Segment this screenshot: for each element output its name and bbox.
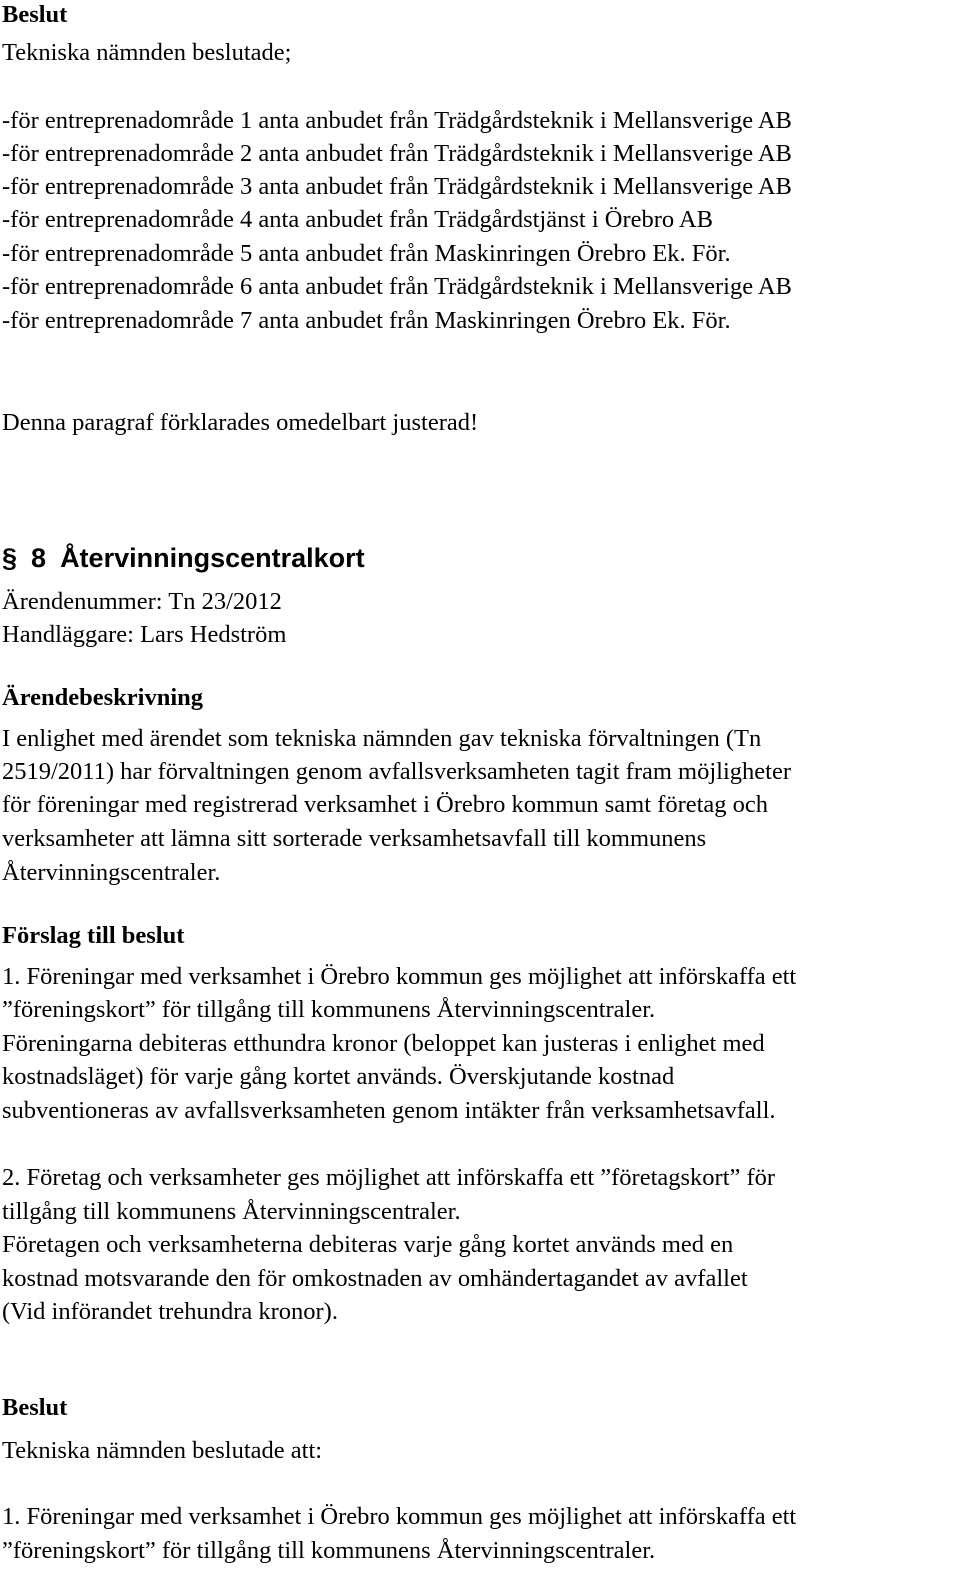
beslut-heading: Beslut	[2, 1, 68, 28]
section-number: 8	[31, 543, 47, 573]
decision-line-2: -för entreprenadområde 2 anta anbudet från Trädgårdsteknik i Mellansverige AB	[2, 140, 792, 167]
forslag-2-line-2: tillgång till kommunens Återvinningscentraler.	[2, 1198, 461, 1225]
handlaggare: Handläggare: Lars Hedström	[2, 621, 287, 648]
forslag-1-line-2: ”föreningskort” för tillgång till kommunens Återvinningscentraler.	[2, 996, 656, 1023]
justerad-note: Denna paragraf förklarades omedelbart justerad!	[2, 409, 479, 436]
forslag-1-line-1: 1. Föreningar med verksamhet i Örebro kommun ges möjlighet att införskaffa ett	[2, 963, 797, 990]
decision-line-6: -för entreprenadområde 6 anta anbudet från Trädgårdsteknik i Mellansverige AB	[2, 273, 792, 300]
section-heading	[2, 541, 365, 575]
forslag-2-line-4: kostnad motsvarande den för omkostnaden av omhändertagandet av avfallet	[2, 1265, 748, 1292]
decision-line-3: -för entreprenadområde 3 anta anbudet från Trädgårdsteknik i Mellansverige AB	[2, 173, 792, 200]
arendenummer: Ärendenummer: Tn 23/2012	[2, 588, 282, 615]
forslag-2-line-5: (Vid införandet trehundra kronor).	[2, 1298, 338, 1325]
beslut-intro: Tekniska nämnden beslutade;	[2, 39, 292, 66]
beslut-intro-2: Tekniska nämnden beslutade att:	[2, 1437, 323, 1464]
arendebeskrivning-line-5: Återvinningscentraler.	[2, 859, 221, 886]
arendebeskrivning-heading: Ärendebeskrivning	[2, 684, 204, 711]
forslag-1-line-5: subventioneras av avfallsverksamheten genom intäkter från verksamhetsavfall.	[2, 1097, 776, 1124]
decision-line-5: -för entreprenadområde 5 anta anbudet från Maskinringen Örebro Ek. För.	[2, 240, 731, 267]
decision-line-4: -för entreprenadområde 4 anta anbudet från Trädgårdstjänst i Örebro AB	[2, 206, 713, 233]
section-title: Återvinningscentralkort	[60, 543, 365, 573]
forslag-1-line-4: kostnadsläget) för varje gång kortet används. Överskjutande kostnad	[2, 1063, 675, 1090]
beslut-1-line-2: ”föreningskort” för tillgång till kommunens Återvinningscentraler.	[2, 1537, 656, 1564]
arendebeskrivning-line-3: för föreningar med registrerad verksamhet i Örebro kommun samt företag och	[2, 791, 769, 818]
forslag-2-line-1: 2. Företag och verksamheter ges möjlighet att införskaffa ett ”företagskort” för	[2, 1164, 776, 1191]
decision-line-7: -för entreprenadområde 7 anta anbudet från Maskinringen Örebro Ek. För.	[2, 307, 731, 334]
arendebeskrivning-line-4: verksamheter att lämna sitt sorterade verksamhetsavfall till kommunens	[2, 825, 707, 852]
decision-line-1: -för entreprenadområde 1 anta anbudet från Trädgårdsteknik i Mellansverige AB	[2, 107, 792, 134]
beslut-heading-2: Beslut	[2, 1394, 68, 1421]
forslag-2-line-3: Företagen och verksamheterna debiteras varje gång kortet används med en	[2, 1231, 734, 1258]
beslut-1-line-1: 1. Föreningar med verksamhet i Örebro kommun ges möjlighet att införskaffa ett	[2, 1503, 797, 1530]
forslag-heading: Förslag till beslut	[2, 922, 185, 949]
arendebeskrivning-line-1: I enlighet med ärendet som tekniska nämnden gav tekniska förvaltningen (Tn	[2, 725, 762, 752]
arendebeskrivning-line-2: 2519/2011) har förvaltningen genom avfallsverksamheten tagit fram möjligheter	[2, 758, 791, 785]
forslag-1-line-3: Föreningarna debiteras etthundra kronor (beloppet kan justeras i enlighet med	[2, 1030, 765, 1057]
section-symbol: §	[2, 543, 18, 573]
